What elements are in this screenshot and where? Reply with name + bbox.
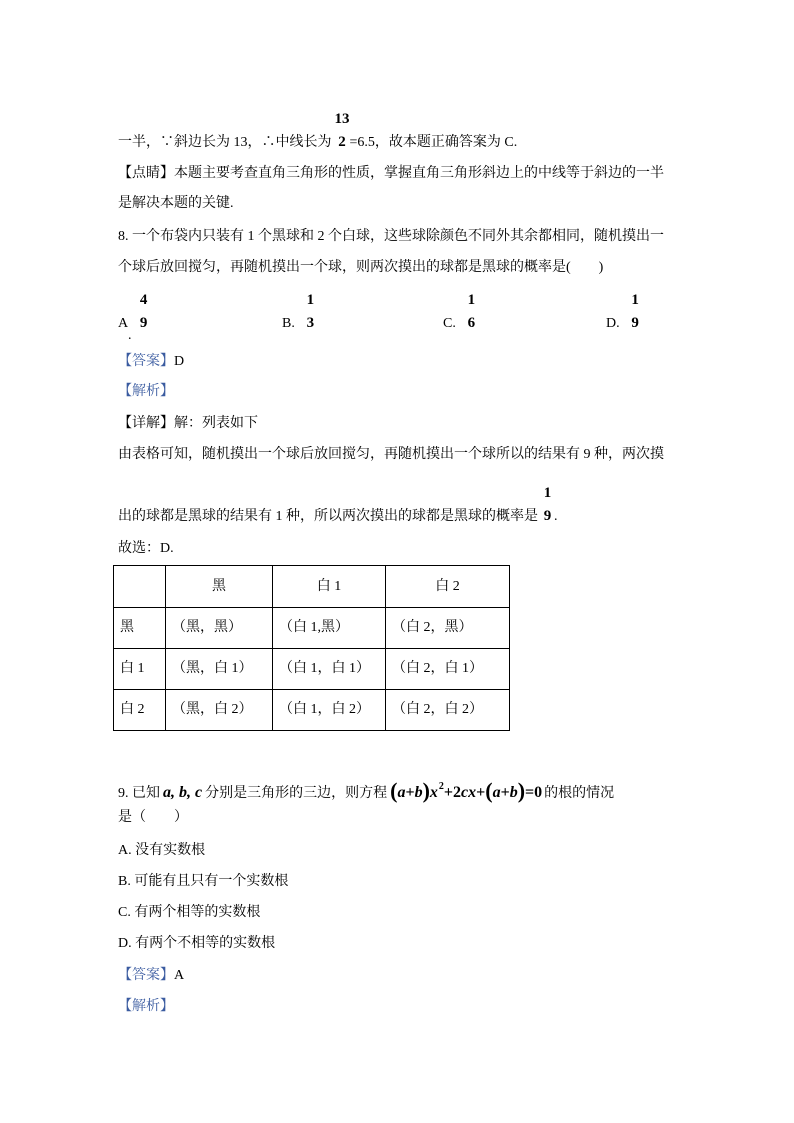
q8-explain-line2 bbox=[118, 485, 558, 526]
table-cell: （黑，黑） bbox=[166, 608, 273, 649]
fraction-denominator: 2 bbox=[338, 134, 346, 150]
option-letter: B. bbox=[282, 316, 295, 331]
outcome-table bbox=[113, 565, 510, 731]
option-text: A. 没有实数根 bbox=[118, 843, 206, 858]
eq-var-x: x bbox=[429, 784, 438, 801]
explain-text2: 出的球都是黑球的结果有 1 种，所以两次摸出的球都是黑球的概率是 bbox=[118, 509, 538, 524]
median-fraction bbox=[334, 111, 350, 152]
choice-text: 故选：D. bbox=[118, 541, 174, 556]
table-cell: （白 2，黑） bbox=[386, 608, 510, 649]
eq-plus: + bbox=[476, 784, 486, 801]
eq-plus: + bbox=[405, 784, 415, 801]
q8-explain-line1 bbox=[118, 445, 664, 465]
eq-var-b: b bbox=[414, 784, 423, 801]
table-row-label: 白 1 bbox=[114, 649, 166, 690]
fraction-numerator: 1 bbox=[631, 292, 639, 308]
answer-value: A bbox=[174, 968, 185, 983]
fraction-numerator: 13 bbox=[334, 111, 350, 127]
q8-option-c bbox=[443, 292, 476, 333]
q9-variables: a, b, c bbox=[163, 784, 203, 801]
q9-lead: 9. 已知 bbox=[118, 786, 160, 801]
q9-tail: 的根的情况 bbox=[544, 786, 615, 801]
q8-detail-line bbox=[118, 414, 258, 434]
note-text: 本题主要考查直角三角形的性质，掌握直角三角形斜边上的中线等于斜边的一半 bbox=[174, 166, 664, 181]
intro-prefix: 一半，∵斜边长为 13，∴中线长为 bbox=[118, 135, 332, 150]
table-cell: （黑，白 2） bbox=[166, 690, 273, 731]
table-cell: （白 1,黑） bbox=[273, 608, 386, 649]
eq-var-a: a bbox=[397, 784, 406, 801]
option-letter: A bbox=[118, 316, 129, 331]
note-label: 【点睛】 bbox=[118, 166, 174, 181]
option-letter: D. bbox=[606, 316, 620, 331]
option-fraction bbox=[139, 292, 148, 333]
eq-equals-zero: =0 bbox=[525, 784, 543, 801]
eq-var-b: b bbox=[509, 784, 518, 801]
table-header-cell: 白 2 bbox=[386, 566, 510, 608]
eq-plus: + bbox=[500, 784, 510, 801]
probability-fraction bbox=[543, 485, 552, 526]
q8-answer-line bbox=[118, 352, 184, 372]
q9-middle: 分别是三角形的三边，则方程 bbox=[205, 786, 388, 801]
explain-end: . bbox=[554, 509, 558, 524]
q8-stem-text2: 个球后放回搅匀，再随机摸出一个球，则两次摸出的球都是黑球的概率是( ) bbox=[118, 260, 604, 275]
detail-text: 解：列表如下 bbox=[174, 416, 258, 431]
fraction-denominator: 9 bbox=[543, 508, 552, 524]
q8-stem-line1 bbox=[118, 227, 664, 247]
eq-paren-close: ) bbox=[422, 778, 430, 803]
intro-line bbox=[118, 111, 518, 152]
q9-answer-line bbox=[118, 966, 184, 986]
q9-option-a bbox=[118, 841, 205, 861]
option-fraction bbox=[631, 292, 640, 333]
fraction-denominator: 6 bbox=[467, 315, 476, 331]
q8-stem-line2 bbox=[118, 258, 603, 278]
q8-option-a bbox=[118, 292, 148, 343]
table-cell: （黑，白 1） bbox=[166, 649, 273, 690]
table-cell: （白 1，白 2） bbox=[273, 690, 386, 731]
table-header-cell: 白 1 bbox=[273, 566, 386, 608]
q9-option-d bbox=[118, 934, 275, 954]
table-row bbox=[114, 649, 510, 690]
note-line-cont bbox=[118, 194, 234, 214]
analysis-label: 【解析】 bbox=[118, 384, 174, 399]
table-cell: （白 2，白 1） bbox=[386, 649, 510, 690]
note-text-cont: 是解决本题的关键. bbox=[118, 196, 234, 211]
table-cell: （白 1，白 1） bbox=[273, 649, 386, 690]
explain-text1: 由表格可知，随机摸出一个球后放回搅匀，再随机摸出一个球所以的结果有 9 种，两次摸 bbox=[118, 447, 664, 462]
fraction-numerator: 4 bbox=[139, 292, 148, 308]
table-header-row bbox=[114, 566, 510, 608]
option-fraction bbox=[306, 292, 315, 333]
eq-paren-open: ( bbox=[390, 778, 398, 803]
table-row bbox=[114, 690, 510, 731]
option-fraction bbox=[467, 292, 476, 333]
eq-paren-open: ( bbox=[485, 778, 493, 803]
table-row-label: 黑 bbox=[114, 608, 166, 649]
analysis-label: 【解析】 bbox=[118, 999, 174, 1014]
note-line bbox=[118, 164, 664, 184]
eq-var-a: a bbox=[492, 784, 501, 801]
detail-label: 【详解】 bbox=[118, 416, 174, 431]
fraction-numerator: 1 bbox=[543, 485, 552, 501]
option-text: B. 可能有且只有一个实数根 bbox=[118, 874, 289, 889]
fraction-numerator: 1 bbox=[467, 292, 476, 308]
q8-analysis-line bbox=[118, 382, 174, 402]
q9-option-c bbox=[118, 903, 260, 923]
table-row bbox=[114, 608, 510, 649]
q9-analysis-line bbox=[118, 997, 174, 1017]
q9-stem-line1 bbox=[118, 778, 615, 803]
eq-plus-two: +2 bbox=[443, 784, 462, 801]
answer-value: D bbox=[174, 354, 185, 369]
q8-stem-text1: 8. 一个布袋内只装有 1 个黑球和 2 个白球，这些球除颜色不同外其余都相同，随机摸出一 bbox=[118, 229, 664, 244]
quadratic-equation bbox=[390, 780, 542, 805]
q9-stem-line2 bbox=[118, 808, 188, 828]
eq-var-cx: cx bbox=[461, 784, 477, 801]
option-text: D. 有两个不相等的实数根 bbox=[118, 936, 276, 951]
option-text: C. 有两个相等的实数根 bbox=[118, 905, 261, 920]
fraction-numerator: 1 bbox=[306, 292, 315, 308]
eq-paren-close: ) bbox=[517, 778, 526, 803]
q9-option-b bbox=[118, 872, 288, 892]
fraction-denominator: 9 bbox=[631, 315, 639, 331]
q8-choice-line bbox=[118, 539, 174, 559]
q8-option-b bbox=[282, 292, 315, 333]
table-row-label: 白 2 bbox=[114, 690, 166, 731]
q8-option-d bbox=[606, 292, 640, 333]
table-header-cell: 黑 bbox=[166, 566, 273, 608]
q9-stem-text2: 是（ ） bbox=[118, 810, 188, 825]
table-cell: （白 2，白 2） bbox=[386, 690, 510, 731]
answer-label: 【答案】 bbox=[118, 354, 174, 369]
answer-label: 【答案】 bbox=[118, 968, 174, 983]
intro-suffix: =6.5，故本题正确答案为 C. bbox=[349, 135, 518, 150]
option-period: . bbox=[128, 328, 132, 343]
fraction-denominator: 9 bbox=[139, 315, 148, 331]
eq-exponent: 2 bbox=[438, 781, 444, 792]
fraction-denominator: 3 bbox=[306, 315, 315, 331]
table-corner-cell bbox=[114, 566, 166, 608]
option-letter: C. bbox=[443, 316, 456, 331]
